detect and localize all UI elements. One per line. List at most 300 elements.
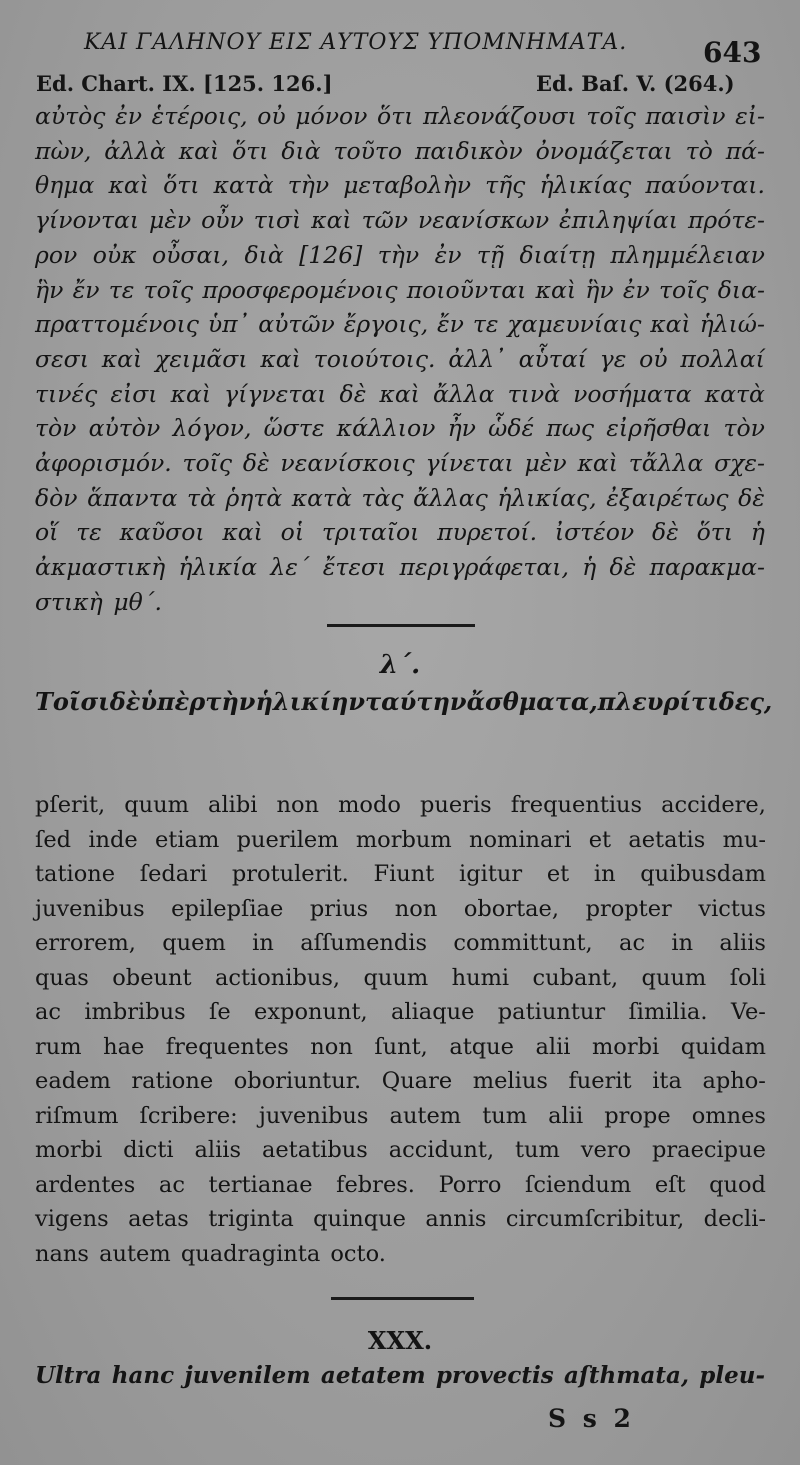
section-divider [327,624,475,627]
word: σεσι [35,344,89,373]
text-line [35,687,773,716]
word: eſt [654,1171,686,1198]
word: αὐτὸν [88,414,161,443]
text-line [35,961,766,996]
word: non [310,1033,353,1060]
word: παρακμα- [649,553,765,582]
word: quem [162,930,226,956]
word: eadem [35,1068,111,1094]
word: τὸν [35,414,77,443]
section-number-latin: XXX. [367,1326,433,1355]
word: ὅτι [232,136,269,165]
page-number: 643 [703,36,762,69]
word: aliaque [391,999,475,1025]
word: γίγνεται [224,379,327,408]
word: octo. [330,1240,386,1267]
word: ἡλικία [178,553,258,582]
word: omnes [691,1102,766,1129]
printer-signature: S s 2 [548,1404,635,1433]
word: tertianae [208,1171,313,1198]
edition-reference-basel: Ed. Baſ. V. (264.) [536,71,735,96]
word: quas [35,964,89,991]
word: εἰρῆσθαι [606,414,712,443]
word: τὸ [685,136,713,165]
word: διὰ [244,240,284,269]
word: πλεονάζουσι [423,102,577,130]
text-line [35,1133,766,1168]
word: τῶν [361,206,409,235]
word: accidunt, [388,1137,495,1163]
word: καὶ [170,379,212,408]
word: et [546,861,570,887]
word: et [588,826,612,853]
word: ὧδέ [488,414,535,443]
word: in [252,930,274,956]
word: ſedari [139,861,208,887]
word: καὶ [650,310,691,339]
word: prope [604,1102,671,1129]
text-line [35,99,765,134]
word: ἡ [582,553,597,582]
text-line [35,411,765,446]
word: dicti [123,1137,174,1163]
word: ἐν [622,275,650,304]
word: τοῦτο [333,136,403,165]
word: τοῖς [586,102,636,130]
text-line [35,585,765,620]
word: ἐπιληψίαι [559,206,679,235]
word: ὥστε [263,414,325,443]
word: ὅτι [696,518,733,547]
word: παισὶν [645,102,726,130]
word: καὶ [101,344,143,373]
word: μόνον [295,102,368,130]
word: hae [103,1033,145,1060]
word: ὀνομάζεται [535,136,673,165]
word: ὑπ᾽ [207,310,250,339]
text-line [35,1202,766,1237]
word: γίνονται [35,206,140,235]
word: κατὰ [704,379,765,408]
word: fuerit [568,1068,632,1094]
word: alii [548,1102,584,1129]
word: ἡ [750,518,765,547]
word: ἰστέον [554,518,635,547]
word: aſthmata, [564,1362,689,1389]
word: morbi [591,1033,660,1060]
word: aliis [719,930,766,956]
word: ἡλικίην [255,687,366,716]
word: πλημμέλειαν [610,240,765,269]
word: τοῖς [143,275,194,304]
section-divider [331,1297,474,1300]
word: πραττομένοις [35,310,199,339]
word: ἄλλας [413,483,488,512]
aphorism-greek [35,687,773,716]
word: non [394,895,438,922]
running-head: ΚΑΙ ΓΑΛΗΝΟΥ ΕΙΣ ΑΥΤΟΥΣ ΥΠΟΜΝΗΜΑΤΑ. [84,30,628,55]
text-line [35,1237,766,1272]
word: τὰ [187,483,216,512]
latin-commentary [35,788,766,1271]
word: quidam [680,1033,766,1060]
word: πως [546,414,595,443]
word: ἔν [72,275,100,304]
word: quadraginta [180,1240,321,1267]
word: ratione [131,1068,214,1094]
word: provectis [435,1362,554,1389]
word: ac [619,930,646,956]
word: in [671,930,694,956]
text-line [35,481,765,516]
word: εἰ- [735,102,765,130]
word: obortae, [463,895,560,922]
word: δὸν [35,483,78,512]
word: quum [124,792,189,818]
word: juvenilem [184,1362,311,1389]
text-line [35,857,766,892]
word: οὐ [257,102,286,130]
word: tum [515,1137,560,1163]
word: ὅτι [163,171,200,200]
word: aetas [128,1206,189,1232]
word: ἐν [115,102,142,130]
word: hanc [111,1362,175,1389]
word: δὲ [738,483,765,512]
word: τοῖς [182,449,233,478]
word: ποιοῦνται [406,275,527,304]
word: γε [599,344,627,373]
word: ἔργοις, [343,310,429,339]
text-line [35,892,766,927]
word: τινές [35,379,98,408]
text-line [35,926,766,961]
word: mu- [722,826,766,853]
word: παιδικὸν [414,136,523,165]
word: τὴν [205,687,256,716]
word: tatione [35,861,116,887]
word: frequentius [510,792,643,818]
word: vero [580,1137,632,1163]
word: πυρετοί. [437,518,538,547]
word: ῥητὰ [225,483,283,512]
word: λε´ [270,553,310,582]
word: καῦσοι [119,518,205,547]
word: autem [389,1102,462,1129]
word: δὲ [109,687,141,716]
word: ὅτι [377,102,414,130]
word: θημα [35,171,95,200]
text-line [35,273,765,308]
word: quum [641,964,707,991]
text-line [35,342,765,377]
word: οὐκ [92,240,137,269]
word: Τοῖσι [35,687,110,716]
word: τοιούτοις. [313,344,436,373]
word: καὶ [577,449,618,478]
word: ἀκμαστικὴ [35,553,166,582]
word: παύονται. [645,171,765,200]
word: non [276,792,320,818]
word: Ve- [730,999,766,1025]
word: ſunt, [374,1033,428,1060]
word: εἰσι [110,379,158,408]
word: puerilem [236,826,339,853]
word: πολλαί [680,344,765,373]
word: προσφερομένοις [202,275,398,304]
word: ἑτέροις, [151,102,248,130]
word: ἔτεσι [322,553,387,582]
word: pleu- [699,1362,765,1389]
word: febres. [336,1171,415,1198]
word: καὶ [260,344,301,373]
word: aetatis [628,826,706,853]
word: δια- [717,275,765,304]
word: ἔν [437,310,464,339]
word: τε [76,518,102,547]
word: διαίτῃ [519,240,595,269]
word: τοῖς [658,275,709,304]
word: autem [99,1240,171,1267]
word: modo [338,792,401,818]
word: morbi [35,1137,103,1163]
word: τινὰ [507,379,560,408]
word: πρότε- [687,206,765,235]
word: [126] [299,240,363,269]
word: protulerit. [231,861,349,887]
word: κατὰ [291,483,352,512]
word: Quare [381,1068,453,1094]
word: pſerit, [35,792,106,818]
word: prius [309,895,369,922]
word: aetatibus [261,1137,368,1163]
word: ac [35,999,62,1025]
word: τισὶ [253,206,302,235]
word: τὴν [287,171,330,200]
word: δὲ [609,553,637,582]
word: pueris [419,792,492,818]
word: ὑπὲρ [140,687,206,716]
word: juvenibus [258,1102,369,1129]
word: Fiunt [373,861,435,887]
word: οἱ [280,518,305,547]
word: περιγράφεται, [399,553,569,582]
word: νοσήματα [573,379,692,408]
edition-reference-chartier: Ed. Chart. IX. [125. 126.] [36,71,333,96]
word: exponunt, [254,999,368,1025]
word: μὲν [149,206,192,235]
word: accidere, [661,792,766,818]
word: τε [108,275,135,304]
word: τριταῖοι [321,518,420,547]
word: μεταβολὴν [343,171,471,200]
word: apho- [702,1068,766,1094]
word: rum [35,1033,82,1060]
word: oboriuntur. [233,1068,362,1094]
word: κατὰ [213,171,274,200]
word: etiam [154,826,220,853]
word: obeunt [112,964,192,991]
word: committunt, [453,930,593,956]
word: cubant, [532,964,619,991]
word: πλευρίτιδες, [597,687,773,716]
word: γίνεται [425,449,514,478]
word: ταύτην [365,687,467,716]
word: καὶ [379,379,420,408]
word: σχε- [714,449,765,478]
word: actionibus, [214,964,341,991]
word: juvenibus [35,895,145,922]
word: nominari [468,826,572,853]
word: λόγον, [172,414,252,443]
text-line [35,134,765,169]
word: αὗταί [518,344,587,373]
word: δὲ [339,379,367,408]
word: οἵ [35,518,59,547]
word: ἣν [585,275,614,304]
word: ſimilia. [628,999,708,1025]
word: tum [482,1102,528,1129]
word: ita [652,1068,682,1094]
word: δὲ [652,518,679,547]
word: quinque [313,1206,406,1232]
word: τῇ [476,240,505,269]
word: epilepſiae [171,895,284,922]
word: aetatem [320,1362,426,1389]
word: quod [709,1171,766,1198]
word: τἄλλα [628,449,704,478]
word: circumſcribitur, [505,1206,685,1232]
word: ſe [209,999,231,1025]
word: alibi [208,792,258,818]
word: νεανίσκοις [280,449,415,478]
word: Ultra [35,1362,102,1389]
text-line [35,1099,766,1134]
greek-commentary [35,99,765,620]
text-line [35,168,765,203]
word: morbum [355,826,452,853]
word: καὶ [108,171,149,200]
word: οὐ [639,344,668,373]
word: in [593,861,616,887]
word: χαμευνίαις [507,310,642,339]
word: imbribus [84,999,186,1025]
word: τὸν [723,414,765,443]
word: inde [88,826,138,853]
word: ἀλλὰ [104,136,166,165]
word: ἅπαντα [87,483,178,512]
word: atque [449,1033,514,1060]
word: patiuntur [497,999,606,1025]
text-line [35,1030,766,1065]
word: πά- [725,136,765,165]
word: οὖσαι, [151,240,230,269]
word: καὶ [535,275,577,304]
text-line [35,1168,766,1203]
word: annis [425,1206,487,1232]
word: καὶ [311,206,352,235]
section-number-greek: λ´. [379,650,421,680]
word: ἣν [35,275,64,304]
word: ſciendum [525,1171,632,1198]
word: triginta [208,1206,294,1232]
word: riſmum [35,1102,119,1129]
word: τῆς [485,171,526,200]
word: ἡλιώ- [699,310,765,339]
word: ἡλικίας, [497,483,597,512]
word: ἄσθματα, [466,687,598,716]
word: τε [472,310,499,339]
word: melius [472,1068,548,1094]
word: nans [35,1240,89,1267]
word: ἄλλα [433,379,495,408]
text-line [35,446,765,481]
word: quum [363,964,429,991]
word: frequentes [165,1033,289,1060]
word: ρον [35,240,78,269]
word: αὐτῶν [258,310,335,339]
word: ſcribere: [139,1102,238,1129]
word: igitur [459,861,523,887]
word: δὲ [242,449,270,478]
word: alii [535,1033,571,1060]
word: μθ´. [113,587,162,616]
aphorism-latin [35,1362,765,1389]
word: errorem, [35,930,136,956]
text-line [35,995,766,1030]
word: ac [158,1171,185,1198]
word: στικὴ [35,587,103,616]
word: Porro [438,1171,502,1198]
word: ἐξαιρέτως [606,483,729,512]
word: vigens [35,1206,109,1232]
word: ardentes [35,1171,136,1198]
text-line [35,823,766,858]
word: ἐν [434,240,462,269]
word: humi [451,964,510,991]
word: χειμᾶσι [155,344,248,373]
word: καὶ [178,136,220,165]
text-line [35,788,766,823]
word: ἦν [447,414,476,443]
word: ſoli [729,964,766,991]
word: τὰς [361,483,404,512]
text-line [35,1362,765,1389]
text-line [35,377,765,412]
word: οὖν [201,206,244,235]
word: quibusdam [640,861,766,887]
word: αὐτὸς [35,102,106,130]
word: ἡλικίας [539,171,632,200]
text-line [35,515,765,550]
word: διὰ [281,136,321,165]
word: καὶ [222,518,263,547]
word: κάλλιον [336,414,436,443]
word: aſſumendis [300,930,428,956]
word: πὼν, [35,136,92,165]
word: ἀφορισμόν. [35,449,172,478]
word: victus [698,895,766,922]
word: praecipue [652,1137,766,1163]
word: μὲν [524,449,567,478]
word: νεανίσκων [417,206,550,235]
word: τὴν [377,240,420,269]
text-line [35,550,765,585]
text-line [35,238,765,273]
word: ἀλλ᾽ [448,344,506,373]
word: propter [585,895,672,922]
word: decli- [703,1206,766,1232]
